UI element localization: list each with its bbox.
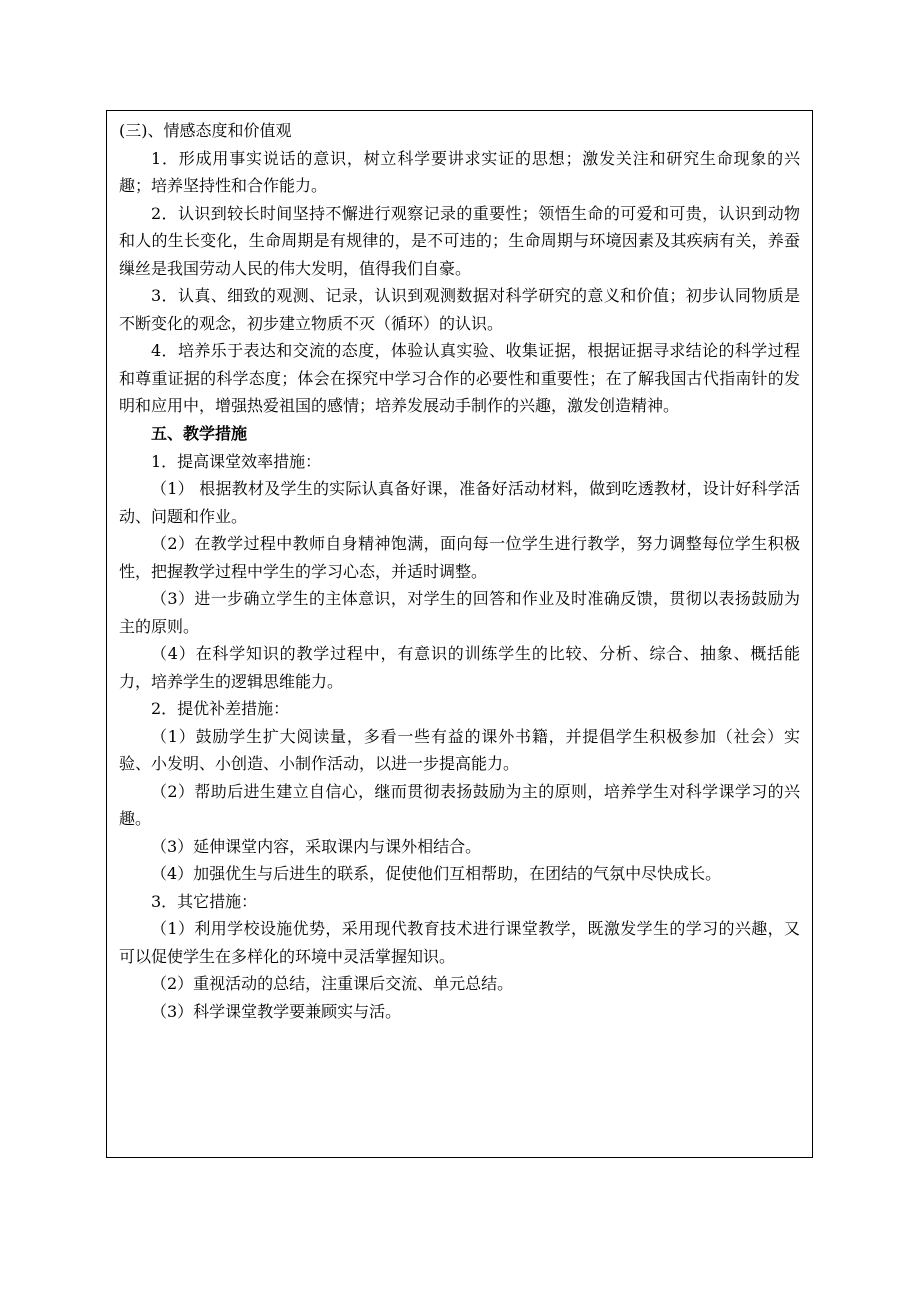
- measures-group-3-item-2: （2）重视活动的总结，注重课后交流、单元总结。: [151, 974, 514, 993]
- attitude-paragraph-3: 3．认真、细致的观测、记录，认识到观测数据对科学研究的意义和价值；初步认同物质是不断变化的观念，初步建立物质不灭（循环）的认识。: [119, 286, 800, 333]
- measures-group-1-item-2: （2）在教学过程中教师自身精神饱满，面向每一位学生进行教学，努力调整每位学生积极性，把握教学过程中学生的学习心态，并适时调整。: [119, 534, 800, 581]
- measures-group-2-item-3: （3）延伸课堂内容，采取课内与课外相结合。: [151, 836, 482, 856]
- measures-heading: 五、教学措施: [151, 423, 248, 443]
- measures-group-1-item-4: （4）在科学知识的教学过程中，有意识的训练学生的比较、分析、综合、抽象、概括能力，培养学生的逻辑思维能力。: [119, 644, 800, 691]
- measures-group-3-title: 3．其它措施：: [151, 891, 258, 911]
- attitude-paragraph-1: 1．形成用事实说话的意识，树立科学要讲求实证的思想；激发关注和研究生命现象的兴趣；培养坚持性和合作能力。: [119, 148, 800, 195]
- measures-group-2-item-1: （1）鼓励学生扩大阅读量，多看一些有益的课外书籍，并提倡学生积极参加（社会）实验、小发明、小创造、小制作活动，以进一步提高能力。: [119, 726, 800, 773]
- measures-group-2-item-2: （2）帮助后进生建立自信心，继而贯彻表扬鼓励为主的原则，培养学生对科学课学习的兴趣。: [119, 781, 800, 828]
- measures-group-3-item-1: （1）利用学校设施优势，采用现代教育技术进行课堂教学，既激发学生的学习的兴趣，又可以促使学生在多样化的环境中灵活掌握知识。: [119, 919, 800, 966]
- attitude-heading: (三)、情感态度和价值观: [119, 121, 292, 140]
- measures-group-1-item-3: （3）进一步确立学生的主体意识，对学生的回答和作业及时准确反馈，贯彻以表扬鼓励为主的原则。: [119, 589, 800, 636]
- measures-group-2-title: 2．提优补差措施：: [151, 699, 290, 718]
- measures-group-2-item-4: （4）加强优生与后进生的联系，促使他们互相帮助，在团结的气氛中尽快成长。: [151, 864, 722, 883]
- attitude-paragraph-4: 4．培养乐于表达和交流的态度，体验认真实验、收集证据，根据证据寻求结论的科学过程和尊重证据的科学态度；体会在探究中学习合作的必要性和重要性；在了解我国古代指南针的发明和应用中，增强热爱祖国的感情；培养发展动手制作的兴趣，激发创造精神。: [119, 341, 800, 415]
- attitude-paragraph-2: 2．认识到较长时间坚持不懈进行观察记录的重要性；领悟生命的可爱和可贵，认识到动物和人的生长变化，生命周期是有规律的，是不可违的；生命周期与环境因素及其疾病有关，养蚕缫丝是我国劳动人民的伟大发明，值得我们自豪。: [119, 203, 800, 278]
- measures-group-3-item-3: （3）科学课堂教学要兼顾实与活。: [151, 1001, 402, 1021]
- measures-group-1-title: 1．提高课堂效率措施：: [151, 451, 322, 471]
- measures-group-1-item-1: （1） 根据教材及学生的实际认真备好课，准备好活动材料，做到吃透教材，设计好科学活动、问题和作业。: [119, 479, 800, 526]
- document-frame: [106, 110, 813, 1158]
